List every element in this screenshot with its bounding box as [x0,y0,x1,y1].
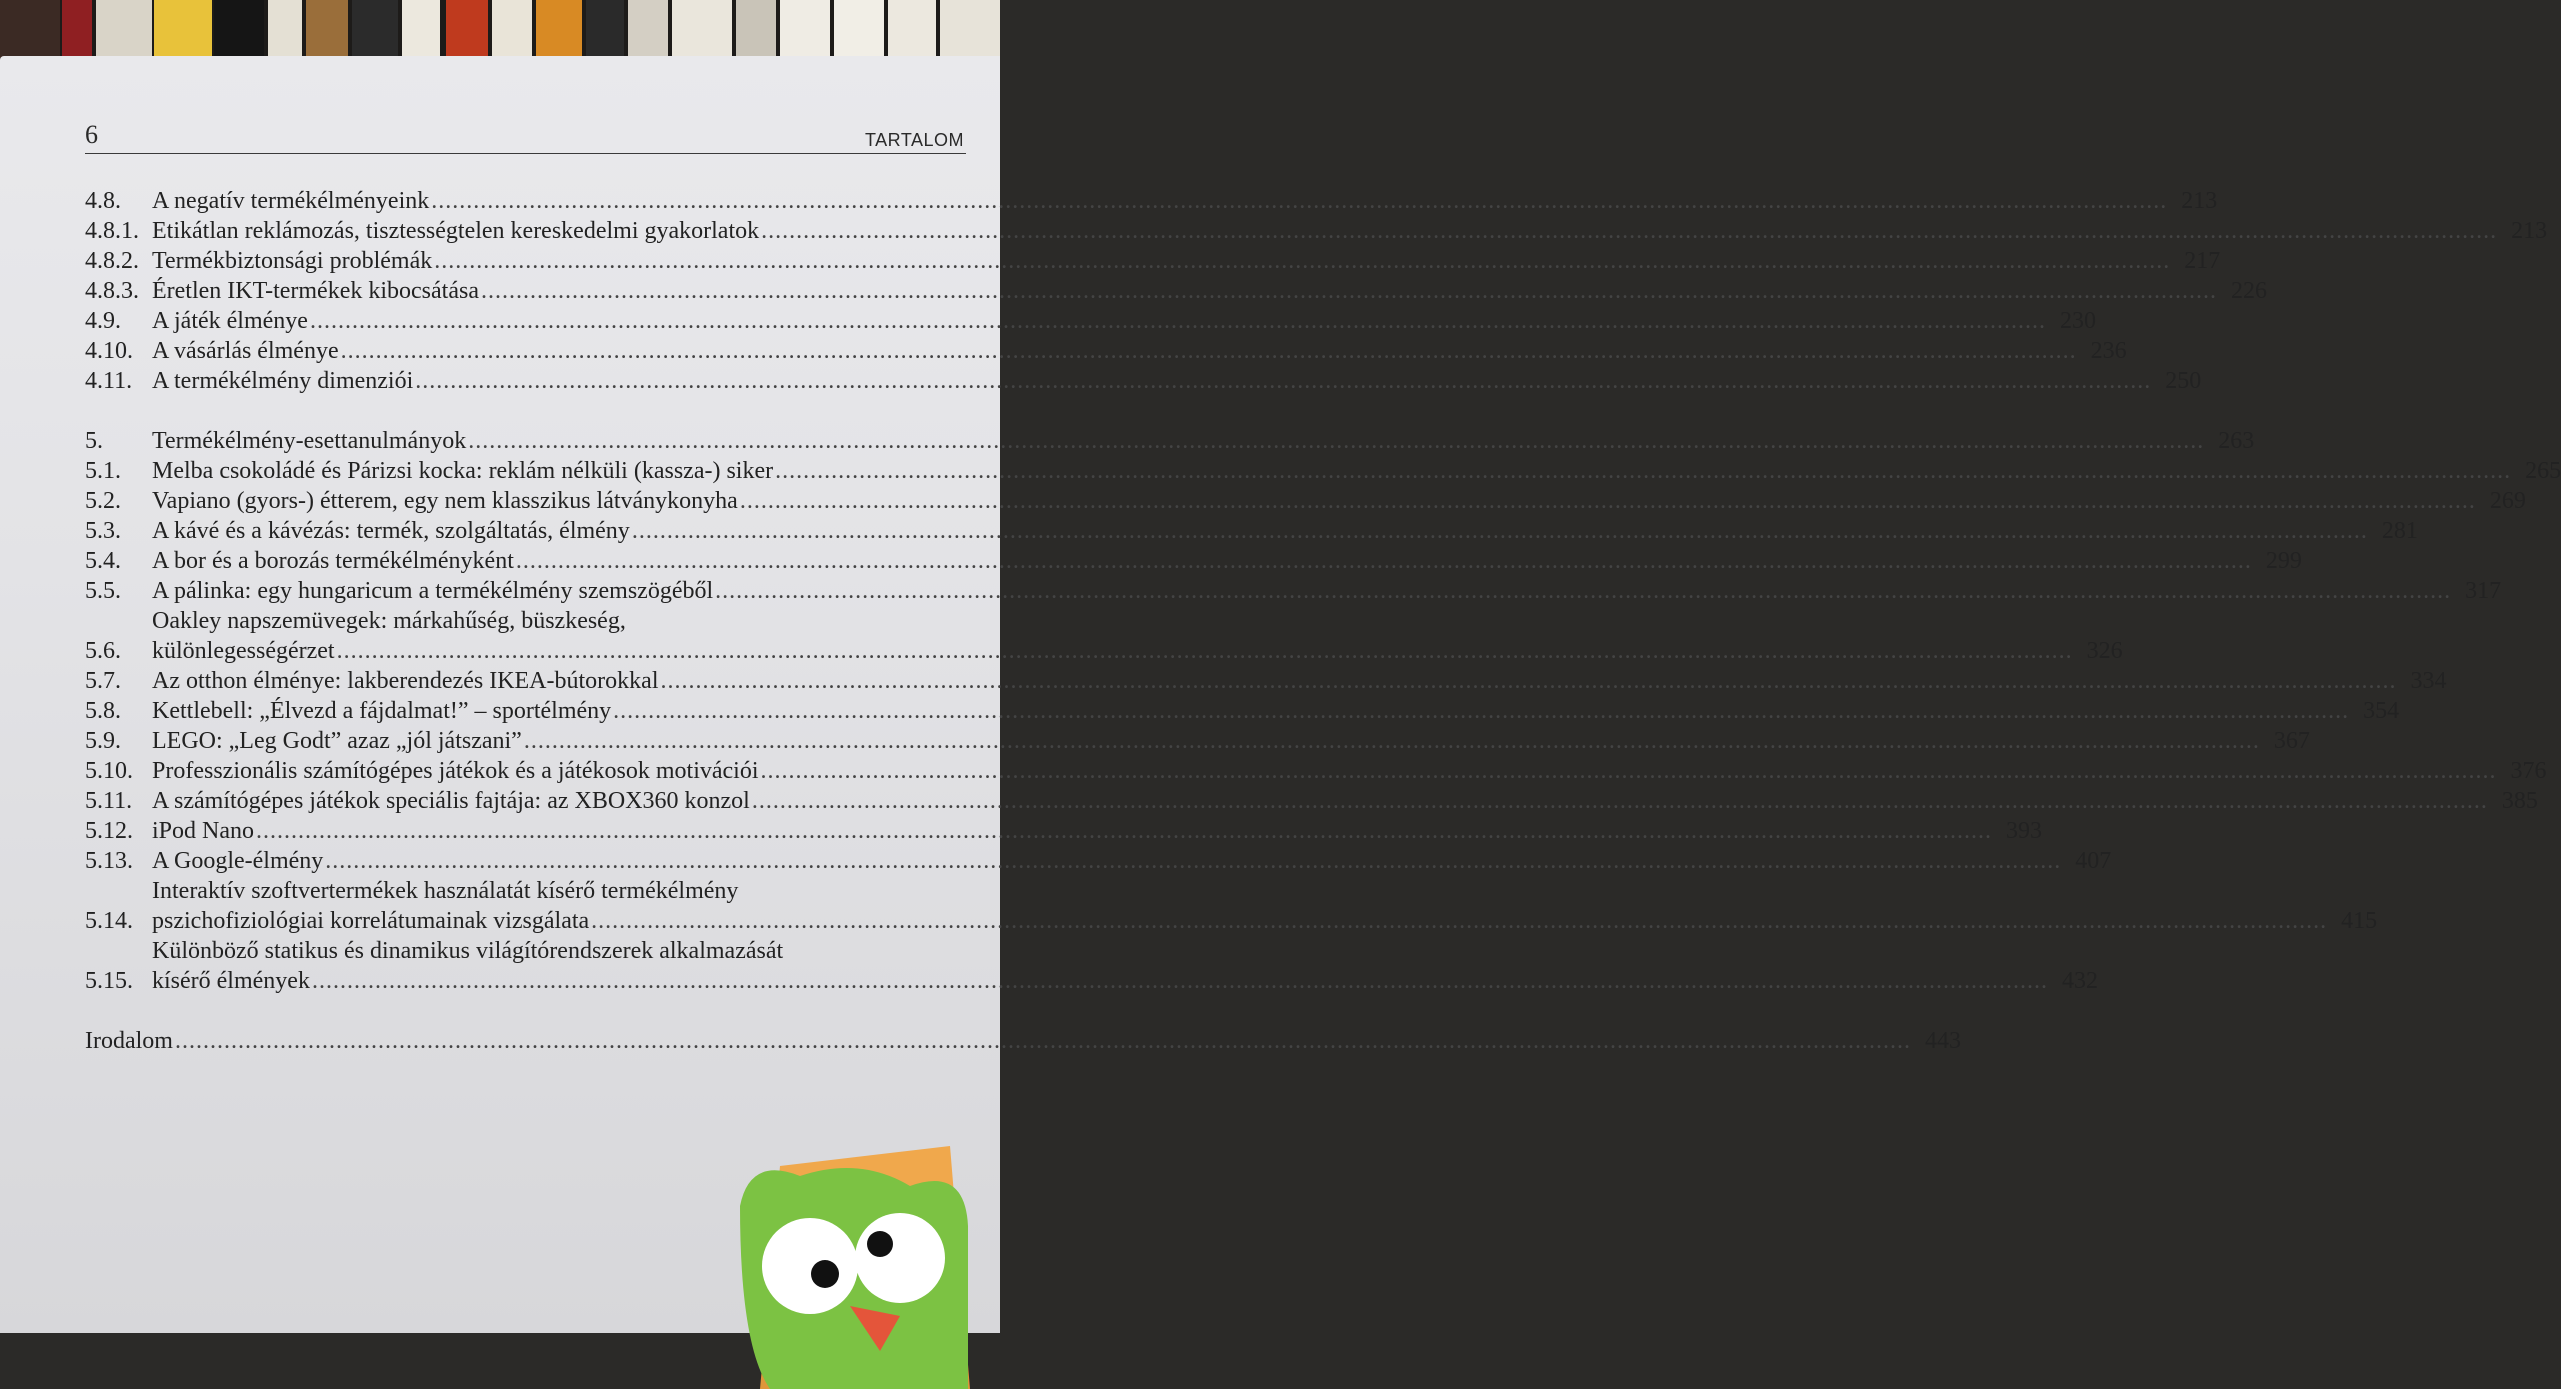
toc-entry-last-line [152,816,2042,846]
toc-entry-title: A játék élménye [152,308,308,334]
toc-entry-last-line [152,846,2111,876]
toc-entry[interactable] [85,456,2561,486]
toc-entry-last-line [152,426,2254,456]
toc-entry-text [152,456,2561,486]
toc-entry-last-line [152,366,2201,396]
toc-entry-number: 5.1. [85,458,121,484]
toc-entry-title: Etikátlan reklámozás, tisztességtelen kereskedelmi gyakorlatok [152,218,760,244]
toc-entry[interactable] [85,426,2255,456]
toc-entry-number: 5.11. [85,788,133,814]
toc-entry-page: 299 [2265,548,2302,574]
bibliography-page: 443 [1924,1028,1961,1054]
bibliography-title: Irodalom [85,1028,173,1054]
toc-entry-title: Melba csokoládé és Párizsi kocka: reklám nélküli (kassza-) siker [152,458,774,484]
toc-entry-number: 5.14. [85,908,133,934]
toc-entry-title: Kettlebell: „Élvezd a fájdalmat!” – sportélmény [152,698,612,724]
toc-entry-number: 4.8.3. [85,278,139,304]
toc-entry-page: 217 [2184,248,2221,274]
toc-entry-page: 269 [2489,488,2526,514]
toc-entry-title: különlegességérzet [152,638,335,664]
toc-entry-title: pszichofiziológiai korrelátumainak vizsgálata [152,908,590,934]
dot-leader [325,846,2061,876]
toc-entry-page: 265 [2525,458,2561,484]
dot-leader [337,636,2073,666]
toc-entry[interactable] [85,276,2267,306]
header-rule [85,153,966,154]
toc-entry[interactable] [85,186,2218,216]
toc-entry-page: 263 [2218,428,2255,454]
toc-entry-number: 5.15. [85,968,133,994]
dot-leader [752,786,2488,816]
toc-entry-bibliography[interactable] [85,1026,1961,1056]
toc-entry-number: 5.2. [85,488,121,514]
toc-entry-title: A kávé és a kávézás: termék, szolgáltatás, élmény [152,518,630,544]
toc-entry-text [152,606,2123,666]
toc-entry-title: Professzionális számítógépes játékok és a játékosok motivációi [152,758,759,784]
toc-entry-number: 5.9. [85,728,121,754]
toc-entry-page: 213 [2181,188,2218,214]
toc-entry-last-line [152,696,2399,726]
toc-entry-last-line [152,906,2377,936]
dot-leader [434,246,2170,276]
toc-entry-page: 376 [2510,758,2547,784]
toc-entry-text [152,336,2127,366]
toc-entry-last-line [152,276,2267,306]
toc-entry-last-line [152,546,2302,576]
dot-leader [310,306,2046,336]
toc-entry-last-line [152,636,2123,666]
dot-leader [312,966,2048,996]
toc-entry-title: Vapiano (gyors-) étterem, egy nem klasszikus látványkonyha [152,488,738,514]
toc-entry-page: 326 [2086,638,2123,664]
toc-entry-page: 393 [2006,818,2042,844]
toc-entry-last-line [152,726,2310,756]
toc-entry-last-line [152,486,2526,516]
toc-entry[interactable] [85,936,2098,996]
toc-entry-number: 5.12. [85,818,133,844]
toc-entry-last-line [152,516,2418,546]
toc-entry-text [152,486,2526,516]
toc-entry-title: A negatív termékélményeink [152,188,430,214]
toc-entry-title-line: Oakley napszemüvegek: márkahűség, büszkeség, [152,608,626,634]
dot-leader [591,906,2327,936]
toc-entry[interactable] [85,786,2538,816]
toc-entry[interactable] [85,306,2096,336]
toc-entry-number: 4.9. [85,308,121,334]
bookshelf-background [0,0,1000,64]
toc-entry-title: A bor és a borozás termékélményként [152,548,514,574]
toc-entry-title: A számítógépes játékok speciális fajtája: az XBOX360 konzol [152,788,750,814]
toc-entry-text [152,726,2310,756]
toc-entry-page: 432 [2061,968,2098,994]
toc-entry-title: A pálinka: egy hungaricum a termékélmény szemszögéből [152,578,714,604]
toc-entry-number: 5.6. [85,638,121,664]
toc-entry-page: 367 [2273,728,2310,754]
toc-entry-title: Éretlen IKT-termékek kibocsátása [152,278,479,304]
toc-entry[interactable] [85,576,2502,606]
toc-entry-title-line: Interaktív szoftvertermékek használatát kísérő termékélmény [152,878,739,904]
toc-entry-text [152,786,2538,816]
toc-entry-page: 230 [2059,308,2096,334]
toc-entry-last-line [152,456,2561,486]
toc-entry-number: 5. [85,428,103,454]
toc-entry-number: 5.10. [85,758,133,784]
toc-entry-last-line [152,666,2446,696]
dot-leader [740,486,2476,516]
toc-entry[interactable] [85,876,2378,936]
dot-leader [341,336,2077,366]
toc-entry-number: 5.7. [85,668,121,694]
dot-leader [660,666,2396,696]
toc-entry[interactable] [85,336,2127,366]
toc-entry-last-line [152,246,2220,276]
toc-entry-page: 354 [2363,698,2400,724]
toc-entry-text [152,246,2220,276]
toc-entry-number: 5.5. [85,578,121,604]
running-header: TARTALOM [864,130,964,150]
toc-entry-page: 281 [2381,518,2418,544]
toc-entry-page: 236 [2090,338,2127,364]
toc-entry-number: 5.8. [85,698,121,724]
toc-entry[interactable] [85,546,2302,576]
toc-entry-text [152,546,2302,576]
toc-entry-title: Termékélmény-esettanulmányok [152,428,467,454]
dot-leader [256,816,1992,846]
toc-entry[interactable] [85,756,2547,786]
dot-leader [431,186,2167,216]
toc-entry-text [152,846,2111,876]
toc-entry[interactable] [85,846,2112,876]
toc-entry-page: 213 [2511,218,2548,244]
toc-entry-text [152,366,2201,396]
toc-entry-text [152,186,2217,216]
toc-entry-number: 4.11. [85,368,133,394]
toc-entry-last-line [152,216,2547,246]
toc-entry[interactable] [85,606,2123,666]
toc-entry-text [152,666,2446,696]
toc-entry-number: 5.3. [85,518,121,544]
dot-leader [761,756,2497,786]
toc-entry-last-line [152,336,2127,366]
toc-entry[interactable] [85,366,2202,396]
toc-entry-title: A termékélmény dimenziói [152,368,414,394]
book-page [0,56,2561,1333]
dot-leader [468,426,2204,456]
dot-leader [632,516,2368,546]
section-gap [85,996,965,1026]
toc-entry-title: A Google-élmény [152,848,324,874]
toc-entry-text [152,576,2501,606]
toc-entry[interactable] [85,666,2447,696]
toc-entry-text [152,816,2042,846]
toc-entry-text [152,696,2399,726]
dot-leader [175,1026,1911,1056]
toc-entry-last-line [152,186,2217,216]
toc-entry-page: 407 [2075,848,2112,874]
toc-entry-last-line [152,576,2501,606]
toc-entry-text [152,306,2096,336]
toc-entry-last-line [152,786,2538,816]
toc-entry-number: 4.8.1. [85,218,139,244]
dot-leader [481,276,2217,306]
toc-entry-page: 250 [2165,368,2202,394]
toc-entry-text [152,756,2547,786]
dot-leader [613,696,2349,726]
toc-entry[interactable] [85,726,2310,756]
toc-entry-text [152,876,2377,936]
toc-entry-text [152,216,2547,246]
section-gap [85,396,965,426]
dot-leader [715,576,2451,606]
toc-entry[interactable] [85,486,2526,516]
toc-entry-text [152,936,2098,996]
dot-leader [516,546,2252,576]
toc-entry-number: 4.10. [85,338,133,364]
toc-entry-text [152,426,2254,456]
toc-entry-page: 226 [2230,278,2267,304]
toc-entry-number: 4.8.2. [85,248,139,274]
toc-entry-title: Termékbiztonsági problémák [152,248,433,274]
toc-entry-number: 5.4. [85,548,121,574]
toc-entry[interactable] [85,246,2221,276]
toc-entry-last-line [152,756,2547,786]
toc-entry-last-line [152,966,2098,996]
toc-entry-page: 334 [2410,668,2447,694]
toc-entry-page: 317 [2465,578,2502,604]
toc-entry[interactable] [85,696,2400,726]
dot-leader [415,366,2151,396]
toc-entry-page: 415 [2341,908,2378,934]
dot-leader [524,726,2260,756]
toc-entry-text [152,276,2267,306]
toc-entry-number: 4.8. [85,188,121,214]
toc-entry-title: kísérő élmények [152,968,310,994]
toc-entry-page: 385 [2501,788,2538,814]
toc-entry-title: iPod Nano [152,818,254,844]
dot-leader [775,456,2511,486]
toc-entry-text [152,516,2418,546]
toc-entry-title-line: Különböző statikus és dinamikus világítórendszerek alkalmazását [152,938,784,964]
toc-entry-last-line [152,306,2096,336]
toc-entry[interactable] [85,516,2418,546]
toc-entry-title: LEGO: „Leg Godt” azaz „jól játszani” [152,728,522,754]
toc-entry[interactable] [85,216,2548,246]
owl-logo-icon [740,1146,980,1389]
toc-entry-title: A vásárlás élménye [152,338,339,364]
toc-entry-number: 5.13. [85,848,133,874]
table-of-contents [85,186,2561,1056]
dot-leader [761,216,2497,246]
page-number: 6 [85,120,98,149]
toc-entry-title: Az otthon élménye: lakberendezés IKEA-bútorokkal [152,668,659,694]
toc-entry[interactable] [85,816,2042,846]
